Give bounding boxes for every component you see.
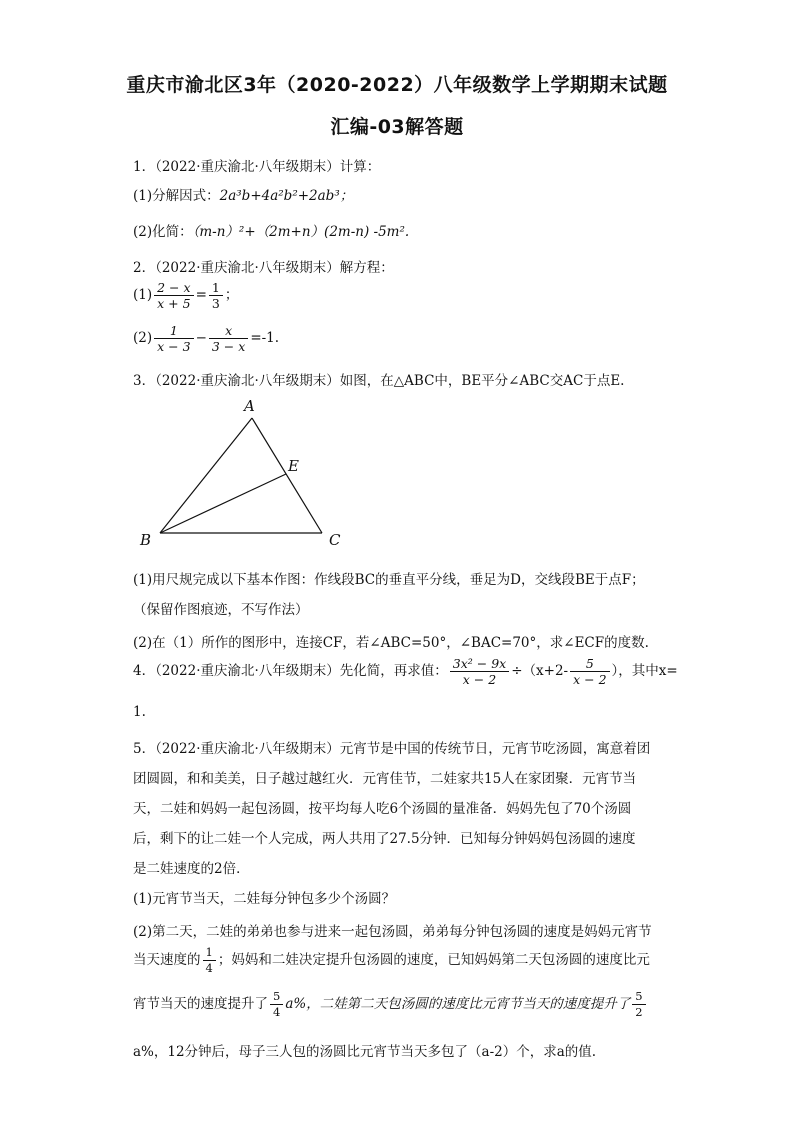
q5-part2-line-3 (133, 989, 648, 1020)
numerator: 1 (203, 945, 216, 961)
equals-sign: = (195, 287, 207, 303)
q4-tail: ），其中x= (611, 663, 678, 679)
minus-sign: − (195, 330, 207, 346)
q1-part2 (133, 220, 409, 240)
q3-part2: (2)在（1）所作的图形中，连接CF，若∠ABC=50°，∠BAC=70°，求∠ECF的度数. (133, 635, 649, 651)
text: ；妈妈和二娃决定提升包汤圆的速度，已知妈妈第二天包汤圆的速度比元 (217, 952, 650, 968)
q1-stem: 1．（2022·重庆渝北·八年级期末）计算： (133, 159, 381, 175)
q4-line (133, 656, 678, 687)
q1-part1-label: (1)分解因式： (133, 188, 220, 204)
q5-line-4: 后，剩下的让二娃一个人完成，两人共用了27.5分钟．已知每分钟妈妈包汤圆的速度 (133, 831, 636, 847)
numerator: 1 (209, 280, 223, 296)
q5-part1: (1)元宵节当天，二娃每分钟包多少个汤圆？ (133, 891, 396, 907)
q5-line-1: 5．（2022·重庆渝北·八年级期末）元宵节是中国的传统节日，元宵节吃汤圆，寓意着团 (133, 741, 651, 757)
q2-part1-label: (1) (133, 287, 153, 303)
q4-fraction-1 (450, 656, 509, 687)
q2-stem: 2．（2022·重庆渝北·八年级期末）解方程： (133, 260, 394, 276)
q1-part1-expr: 2a³b+4a²b²+2ab³； (219, 188, 354, 204)
q5-line-3: 天，二娃和妈妈一起包汤圆，按平均每人吃6个汤圆的量准备．妈妈先包了70个汤圆 (133, 801, 632, 817)
q2-part2 (133, 323, 279, 354)
fraction-five-halves (632, 989, 645, 1020)
numerator: 1 (154, 323, 193, 339)
point-label-e: E (288, 457, 299, 475)
denominator: x − 3 (157, 339, 191, 354)
denominator: x − 2 (462, 672, 497, 687)
triangle-figure (130, 392, 360, 557)
q5-part2-line-2 (133, 945, 650, 976)
bisector-be (160, 474, 286, 533)
vertex-label-a: A (244, 397, 255, 415)
denominator: x − 2 (573, 672, 607, 687)
vertex-label-c: C (329, 531, 341, 549)
q5-part2-line-1: (2)第二天，二娃的弟弟也参与进来一起包汤圆，弟弟每分钟包汤圆的速度是妈妈元宵节 (133, 924, 652, 940)
denominator: 4 (205, 961, 213, 975)
q3-stem: 3．（2022·重庆渝北·八年级期末）如图，在△ABC中，BE平分∠ABC交AC于点E. (133, 373, 625, 389)
text: 当天速度的 (133, 952, 201, 968)
text: 宵节当天的速度提升了 (133, 996, 268, 1012)
q1-part1 (133, 184, 353, 204)
denominator: x + 5 (157, 296, 191, 311)
punctuation: ； (224, 287, 239, 303)
vertex-label-b: B (140, 531, 152, 549)
fraction-five-quarters (270, 989, 283, 1020)
q4-fraction-2 (570, 656, 609, 687)
numerator: 5 (632, 989, 645, 1005)
text: a%，二娃第二天包汤圆的速度比元宵节当天的速度提升了 (285, 996, 631, 1012)
side-ab (160, 418, 252, 533)
numerator: 2 − x (154, 280, 193, 296)
numerator: 5 (570, 656, 609, 672)
q2-part2-fraction-2 (209, 323, 248, 354)
q4-stem: 4．（2022·重庆渝北·八年级期末）先化简，再求值： (133, 663, 448, 679)
q2-part1-fraction-right (209, 280, 223, 311)
q5-part2-line-4: a%，12分钟后，母子三人包的汤圆比元宵节当天多包了（a-2）个，求a的值. (133, 1044, 597, 1060)
equation-tail: =-1. (250, 330, 280, 346)
q5-line-2: 团圆圆，和和美美，日子越过越红火．元宵佳节，二娃家共15人在家团聚．元宵节当 (133, 771, 637, 787)
numerator: 3x² − 9x (450, 656, 509, 672)
fraction-one-quarter (203, 945, 216, 976)
denominator: 4 (273, 1005, 281, 1019)
q3-part1-note: （保留作图痕迹，不写作法） (133, 602, 309, 618)
q2-part2-fraction-1 (154, 323, 193, 354)
q3-part1: (1)用尺规完成以下基本作图：作线段BC的垂直平分线，垂足为D，交线段BE于点F； (133, 572, 645, 588)
side-ac (252, 418, 322, 533)
q4-middle: ÷（x+2- (511, 663, 569, 679)
q2-part2-label: (2) (133, 330, 153, 346)
title-line-1: 重庆市渝北区3年（2020-2022）八年级数学上学期期末试题 (126, 74, 668, 96)
q5-line-5: 是二娃速度的2倍． (133, 861, 250, 877)
denominator: 3 − x (211, 339, 246, 354)
q1-part2-label: (2)化简： (133, 224, 193, 240)
numerator: x (209, 323, 248, 339)
q2-part1 (133, 280, 238, 311)
title-line-2: 汇编-03解答题 (330, 116, 464, 138)
numerator: 5 (270, 989, 283, 1005)
denominator: 2 (635, 1005, 643, 1019)
q1-part2-expr: （m-n）²+（2m+n）(2m-n) -5m². (192, 224, 410, 240)
q2-part1-fraction-left (154, 280, 193, 311)
denominator: 3 (211, 296, 220, 311)
q4-continuation: 1. (133, 704, 146, 720)
